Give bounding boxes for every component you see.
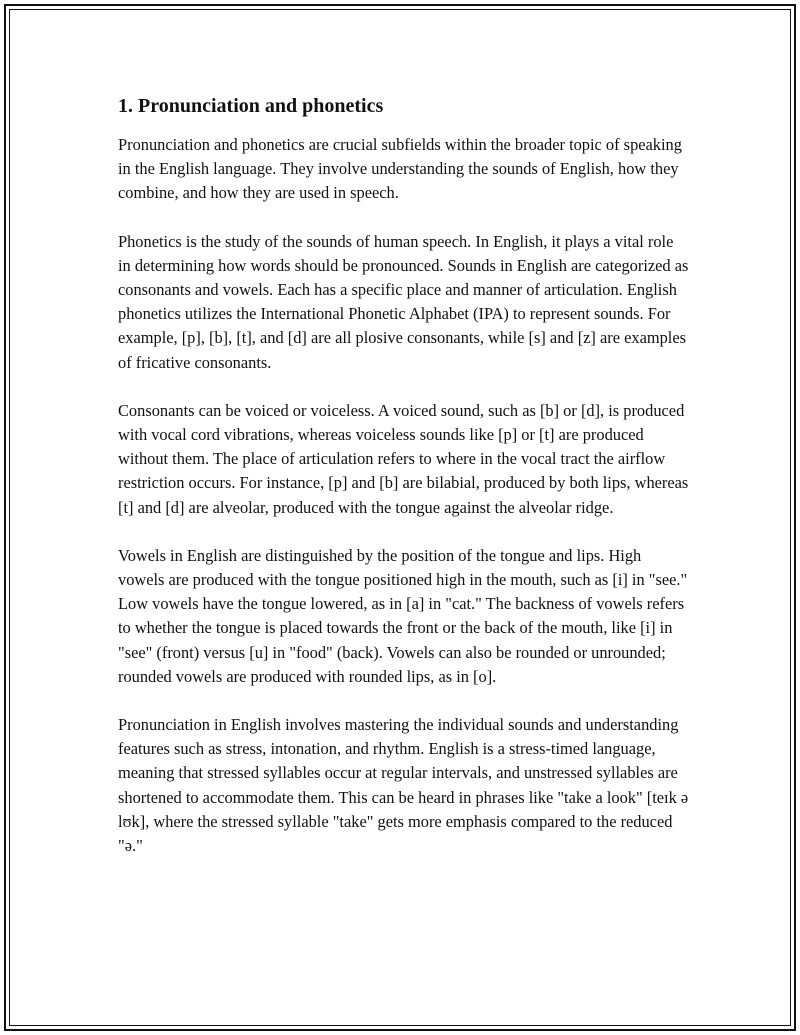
paragraph-consonants: Consonants can be voiced or voiceless. A voiced sound, such as [b] or [d], is produced with vocal cord vibrations, whereas voiceless sounds like [p] or [t] are produced without them. The place of articulation refers to where in the vocal tract the airflow restriction occurs. For instance, [p] and [b] are bilabial, produced by both lips, whereas [t] and [d] are alveolar, produced with the tongue against the alveolar ridge. (118, 400, 689, 517)
paragraph-phonetics: Phonetics is the study of the sounds of human speech. In English, it plays a vital role in determining how words should be pronounced. Sounds in English are categorized as consonants and vowels. Each has a specific place and manner of articulation. English phonetics utilizes the International Phonetic Alphabet (IPA) to represent sounds. For example, [p], [b], [t], and [d] are all plosive consonants, while [s] and [z] are examples of fricative consonants. (118, 231, 689, 372)
paragraph-vowels: Vowels in English are distinguished by the position of the tongue and lips. High vowels are produced with the tongue positioned high in the mouth, such as [i] in "see." Low vowels have the tongue lowered, as in [a] in "cat." The backness of vowels refers to whether the tongue is placed towards the front or the back of the mouth, like [i] in "see" (front) versus [u] in "food" (back). Vowels can also be rounded or unrounded; rounded vowels are produced with rounded lips, as in [o]. (118, 545, 688, 686)
section-heading: 1. Pronunciation and phonetics (118, 95, 384, 117)
paragraph-pronunciation: Pronunciation in English involves mastering the individual sounds and understanding features such as stress, intonation, and rhythm. English is a stress-timed language, meaning that stressed syllables occur at regular intervals, and unstressed syllables are shortened to accommodate them. This can be heard in phrases like "take a look" [teɪk ə lʊk], where the stressed syllable "take" gets more emphasis compared to the reduced "ə." (118, 715, 689, 856)
document-body (118, 93, 690, 882)
paragraph-intro: Pronunciation and phonetics are crucial subfields within the broader topic of speaking in the English language. They involve understanding the sounds of English, how they combine, and how they are used in speech. (118, 135, 682, 203)
